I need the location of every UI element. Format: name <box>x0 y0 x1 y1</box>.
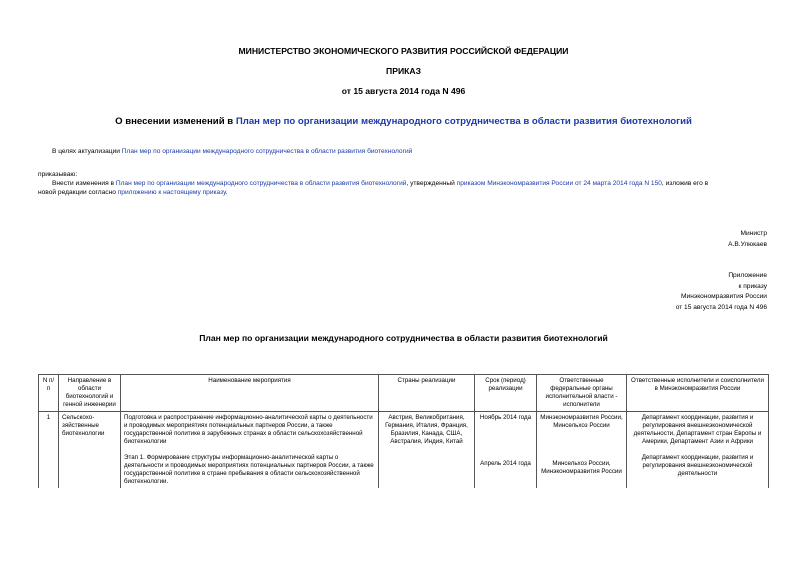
appendix-line-2: к приказу <box>738 282 767 290</box>
order-paragraph <box>38 179 773 197</box>
table-row <box>39 412 769 489</box>
order-p1-prefix: Внести изменения в <box>52 180 116 187</box>
cell-responsible <box>627 412 769 489</box>
title-prefix: О внесении изменений в <box>115 116 236 127</box>
header-countries: Страны реализации <box>379 375 475 412</box>
federal-main: Минэкономразвития России, Минсельхоз России <box>540 414 623 429</box>
cell-federal-bodies <box>537 412 627 489</box>
signature-name: А.В.Улюкаев <box>728 240 767 248</box>
responsible-stage-1: Департамент координации, развития и регулирования внешнеэкономической деятельности <box>641 454 754 477</box>
header-num: N п/п <box>39 375 59 412</box>
cell-direction: Сельскохо-зяйственные биотехнологии <box>59 412 121 489</box>
order-150-link[interactable]: приказом Минэкономразвития России от 24 марта 2014 года N 150 <box>456 180 662 187</box>
ministry-heading: МИНИСТЕРСТВО ЭКОНОМИЧЕСКОГО РАЗВИТИЯ РОССИЙСКОЙ ФЕДЕРАЦИИ <box>238 46 569 56</box>
federal-stage-1: Минсельхоз России, Минэкономразвития России <box>541 460 622 475</box>
header-event: Наименование мероприятия <box>121 375 379 412</box>
preamble <box>52 147 412 156</box>
header-term: Срок (период) реализации <box>475 375 537 412</box>
cell-term <box>475 412 537 489</box>
plan-link[interactable]: План мер по организации международного сотрудничества в области развития биотехнологий <box>115 180 407 187</box>
appendix-line-1: Приложение <box>728 272 767 279</box>
preamble-link[interactable]: План мер по организации международного сотрудничества в области развития биотехнологий <box>121 148 413 155</box>
preamble-prefix: В целях актуализации <box>52 148 122 155</box>
order-p2-prefix: новой редакции согласно <box>38 189 118 196</box>
plan-table <box>38 374 769 488</box>
signature-block <box>728 229 767 250</box>
orders-word: приказываю: <box>38 171 78 178</box>
order-p1-mid: , утвержденный <box>406 180 457 187</box>
cell-num: 1 <box>39 412 59 489</box>
title-link[interactable]: План мер по организации международного сотрудничества в области развития биотехнологий <box>235 116 692 127</box>
cell-event <box>121 412 379 489</box>
term-stage-1: Апрель 2014 года <box>480 460 531 467</box>
cell-countries: Австрия, Великобритания, Германия, Италия, Франция, Бразилия, Канада, США, Австралия, Индия, Китай <box>379 412 475 489</box>
responsible-main: Департамент координации, развития и регулирования внешнеэкономической деятельности, Департамент стран Европы и Америки, Департамент Азии и Африки <box>633 414 762 445</box>
event-stage-1: Этап 1. Формирование структуры информационно-аналитической карты о деятельности и проводимых мероприятиях потенциальных партнеров России, а также государственной политике в стране пребывания в области сельскохозяйственной биотехнологии. <box>124 454 374 485</box>
date-line: от 15 августа 2014 года N 496 <box>341 86 466 96</box>
term-main: Ноябрь 2014 года <box>479 414 532 421</box>
plan-title: План мер по организации международного сотрудничества в области развития биотехнологий <box>199 333 608 343</box>
doc-type: ПРИКАЗ <box>386 66 421 76</box>
order-p1-suffix: , изложив его в <box>661 180 709 187</box>
event-main: Подготовка и распространение информационно-аналитической карты о деятельности и проводимых мероприятиях потенциальных партнеров России, а также государственной политике в зарубежных странах в области сельскохозяйственной биотехнологии <box>124 414 373 445</box>
page-title <box>0 116 807 128</box>
appendix-link[interactable]: приложению к настоящему приказу <box>117 189 226 196</box>
header-federal-bodies: Ответственные федеральные органы исполнительной власти - исполнители <box>537 375 627 412</box>
appendix-stamp <box>676 271 767 313</box>
header-direction: Направление в области биотехнологий и генной инженерии <box>59 375 121 412</box>
order-p2-suffix: . <box>225 189 228 196</box>
table-header-row <box>39 375 769 412</box>
header-responsible: Ответственные исполнители и соисполнители в Минэкономразвития России <box>627 375 769 412</box>
appendix-line-4: от 15 августа 2014 года N 496 <box>675 303 767 311</box>
signature-position: Министр <box>740 230 767 237</box>
appendix-line-3: Минэкономразвития России <box>681 293 767 300</box>
